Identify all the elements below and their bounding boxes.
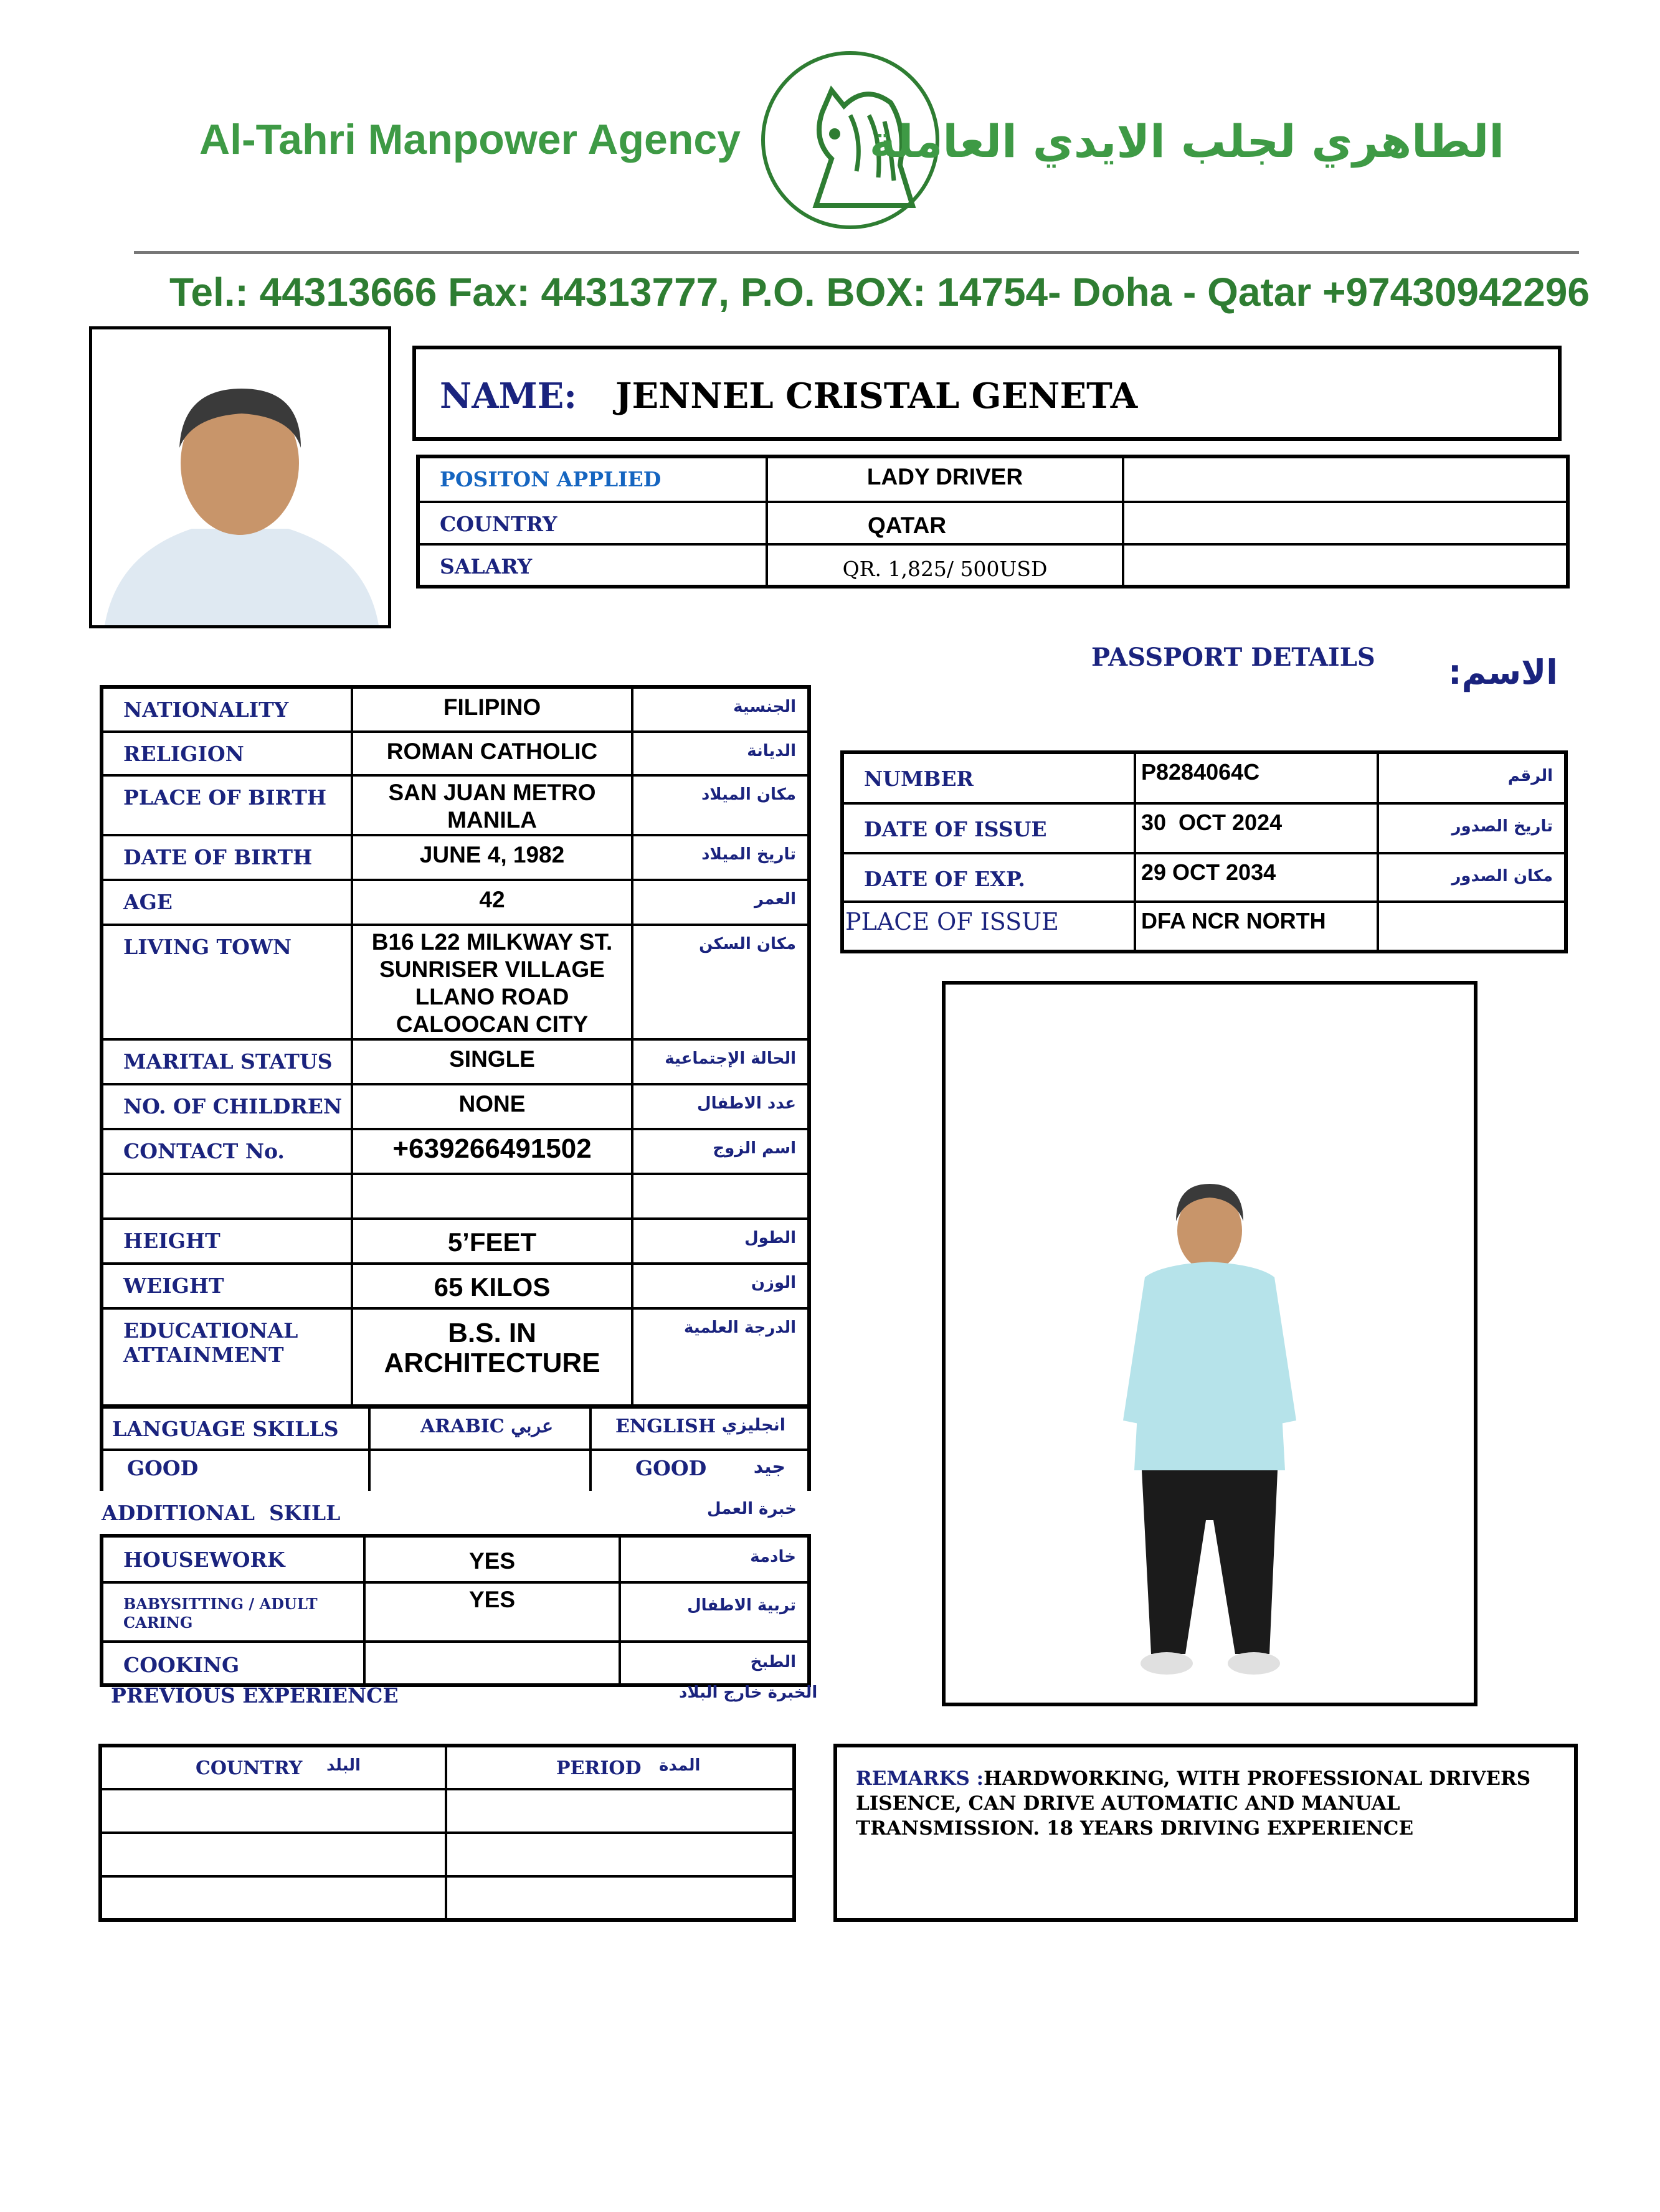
passport-number-value: P8284064C — [1141, 759, 1260, 785]
exp-row-1-period — [446, 1789, 794, 1833]
babysitting-ar: تربية الاطفال — [687, 1596, 796, 1615]
letterhead — [0, 0, 1660, 324]
date-of-birth-ar: تاريخ الميلاد — [701, 845, 796, 864]
english-level: GOOD — [635, 1456, 707, 1480]
cooking-ar: الطبخ — [750, 1653, 796, 1671]
position-label: POSITON APPLIED — [440, 467, 662, 491]
babysitting-label: BABYSITTING / ADULT CARING — [123, 1595, 318, 1632]
language-table — [100, 1404, 811, 1491]
housework-label: HOUSEWORK — [123, 1548, 285, 1572]
exp-row-2-period — [446, 1833, 794, 1876]
place-of-birth-ar: مكان الميلاد — [701, 785, 796, 804]
marital-status-label: MARITAL STATUS — [123, 1049, 333, 1074]
additional-skill-title: ADDITIONAL SKILL — [102, 1501, 341, 1525]
exp-row-3-country — [100, 1876, 446, 1920]
marital-status-ar: الحالة الإجتماعية — [665, 1049, 796, 1068]
exp-country-label: COUNTRY — [196, 1757, 303, 1779]
date-of-birth-value: JUNE 4, 1982 — [419, 842, 565, 867]
language-title: LANGUAGE SKILLS — [112, 1417, 339, 1441]
additional-skill-table — [100, 1534, 811, 1687]
housework-ar: خادمة — [750, 1548, 796, 1566]
passport-number-label: NUMBER — [864, 767, 974, 791]
religion-label: RELIGION — [123, 742, 244, 766]
personal-table — [100, 685, 811, 1409]
cooking-label: COOKING — [123, 1653, 240, 1677]
remarks-label: REMARKS : — [856, 1767, 984, 1790]
applicant-name: JENNEL CRISTAL GENETA — [615, 376, 1138, 417]
height-label: HEIGHT — [123, 1229, 221, 1253]
date-of-birth-label: DATE OF BIRTH — [123, 845, 313, 869]
name-label-ar: الاسم: — [1448, 653, 1558, 692]
salary-label: SALARY — [440, 554, 533, 579]
agency-contact: Tel.: 44313666 Fax: 44313777, P.O. BOX: 14754- Doha - Qatar +97430942296 — [169, 270, 1590, 314]
expiry-date-label: DATE OF EXP. — [864, 867, 1025, 891]
babysitting-value: YES — [468, 1587, 516, 1612]
contact-ar: اسم الزوج — [713, 1139, 796, 1158]
expiry-date-ar: مكان الصدور — [1451, 867, 1553, 886]
exp-row-3-period — [446, 1876, 794, 1920]
weight-value: 65 KILOS — [434, 1272, 551, 1302]
agency-name-ar: الطاهري لجلب الايدي العاملة — [869, 115, 1504, 168]
issue-date-value: 30 OCT 2024 — [1141, 810, 1283, 835]
exp-country-ar: البلد — [326, 1756, 361, 1775]
children-label: NO. OF CHILDREN — [123, 1094, 343, 1118]
age-label: AGE — [123, 890, 173, 914]
passport-title: PASSPORT DETAILS — [1091, 643, 1375, 672]
english-label-ar: انجليزي — [721, 1416, 785, 1435]
country-label: COUNTRY — [440, 512, 557, 536]
issue-date-label: DATE OF ISSUE — [864, 817, 1047, 841]
arabic-level: GOOD — [127, 1456, 199, 1480]
experience-table — [98, 1744, 796, 1922]
expiry-date-value: 29 OCT 2034 — [1141, 859, 1276, 885]
religion-value: ROMAN CATHOLIC — [386, 739, 598, 764]
weight-label: WEIGHT — [123, 1274, 224, 1298]
agency-name-en: Al-Tahri Manpower Agency — [199, 116, 741, 163]
age-ar: العمر — [754, 890, 796, 909]
children-value: NONE — [458, 1091, 526, 1117]
living-town-value: B16 L22 MILKWAY ST. SUNRISER VILLAGE LLANO ROAD CALOOCAN CITY — [371, 929, 613, 1037]
place-of-birth-value: SAN JUAN METRO MANILA — [388, 780, 596, 833]
english-level-ar: جيد — [753, 1456, 785, 1478]
additional-skill-title-ar: خبرة العمل — [707, 1500, 797, 1518]
height-ar: الطول — [744, 1229, 796, 1247]
contact-label: CONTACT No. — [123, 1139, 285, 1163]
exp-row-2-country — [100, 1833, 446, 1876]
nationality-label: NATIONALITY — [123, 697, 289, 722]
header-divider — [134, 251, 1579, 254]
place-of-birth-label: PLACE OF BIRTH — [123, 785, 327, 810]
weight-ar: الوزن — [751, 1274, 796, 1292]
height-value: 5’FEET — [447, 1227, 537, 1257]
education-value: B.S. IN ARCHITECTURE — [384, 1318, 600, 1378]
previous-experience-title-ar: الخبرة خارج البلاد — [679, 1683, 818, 1702]
applicant-full-photo — [942, 981, 1477, 1706]
marital-status-value: SINGLE — [449, 1046, 535, 1072]
exp-row-1-country — [100, 1789, 446, 1833]
education-ar: الدرجة العلمية — [684, 1318, 796, 1337]
living-town-ar: مكان السكن — [699, 935, 796, 953]
age-value: 42 — [479, 887, 505, 912]
applicant-headshot — [89, 326, 391, 628]
name-label: NAME: — [440, 376, 577, 417]
remarks-text: HARDWORKING, WITH PROFESSIONAL DRIVERS LISENCE, CAN DRIVE AUTOMATIC AND MANUAL TRANSMISSION. 18 YEARS DRIVING EXPERIENCE — [856, 1767, 1531, 1840]
arabic-label: ARABIC عربي — [420, 1416, 554, 1437]
children-ar: عدد الاطفال — [697, 1094, 796, 1113]
previous-experience-title: PREVIOUS EXPERIENCE — [111, 1683, 399, 1708]
nationality-ar: الجنسية — [733, 697, 796, 716]
religion-ar: الديانة — [747, 742, 796, 760]
nationality-value: FILIPINO — [443, 694, 541, 720]
english-label: ENGLISH — [615, 1416, 716, 1437]
position-value: LADY DRIVER — [866, 464, 1023, 489]
passport-number-ar: الرقم — [1507, 767, 1553, 785]
exp-period-ar: المدة — [659, 1756, 701, 1775]
remarks-box — [833, 1744, 1578, 1922]
country-value: QATAR — [868, 513, 947, 538]
name-box — [412, 346, 1562, 441]
issue-date-ar: تاريخ الصدور — [1451, 817, 1553, 836]
exp-period-label: PERIOD — [556, 1757, 642, 1779]
living-town-label: LIVING TOWN — [123, 935, 292, 959]
education-label: EDUCATIONAL ATTAINMENT — [123, 1318, 298, 1367]
contact-value: +639266491502 — [392, 1133, 592, 1164]
salary-value: QR. 1,825/ 500USD — [842, 557, 1048, 581]
passport-table — [840, 750, 1568, 953]
position-table — [416, 455, 1570, 588]
housework-value: YES — [468, 1548, 516, 1574]
place-of-issue-label: PLACE OF ISSUE — [845, 908, 1059, 935]
place-of-issue-value: DFA NCR NORTH — [1141, 908, 1326, 933]
